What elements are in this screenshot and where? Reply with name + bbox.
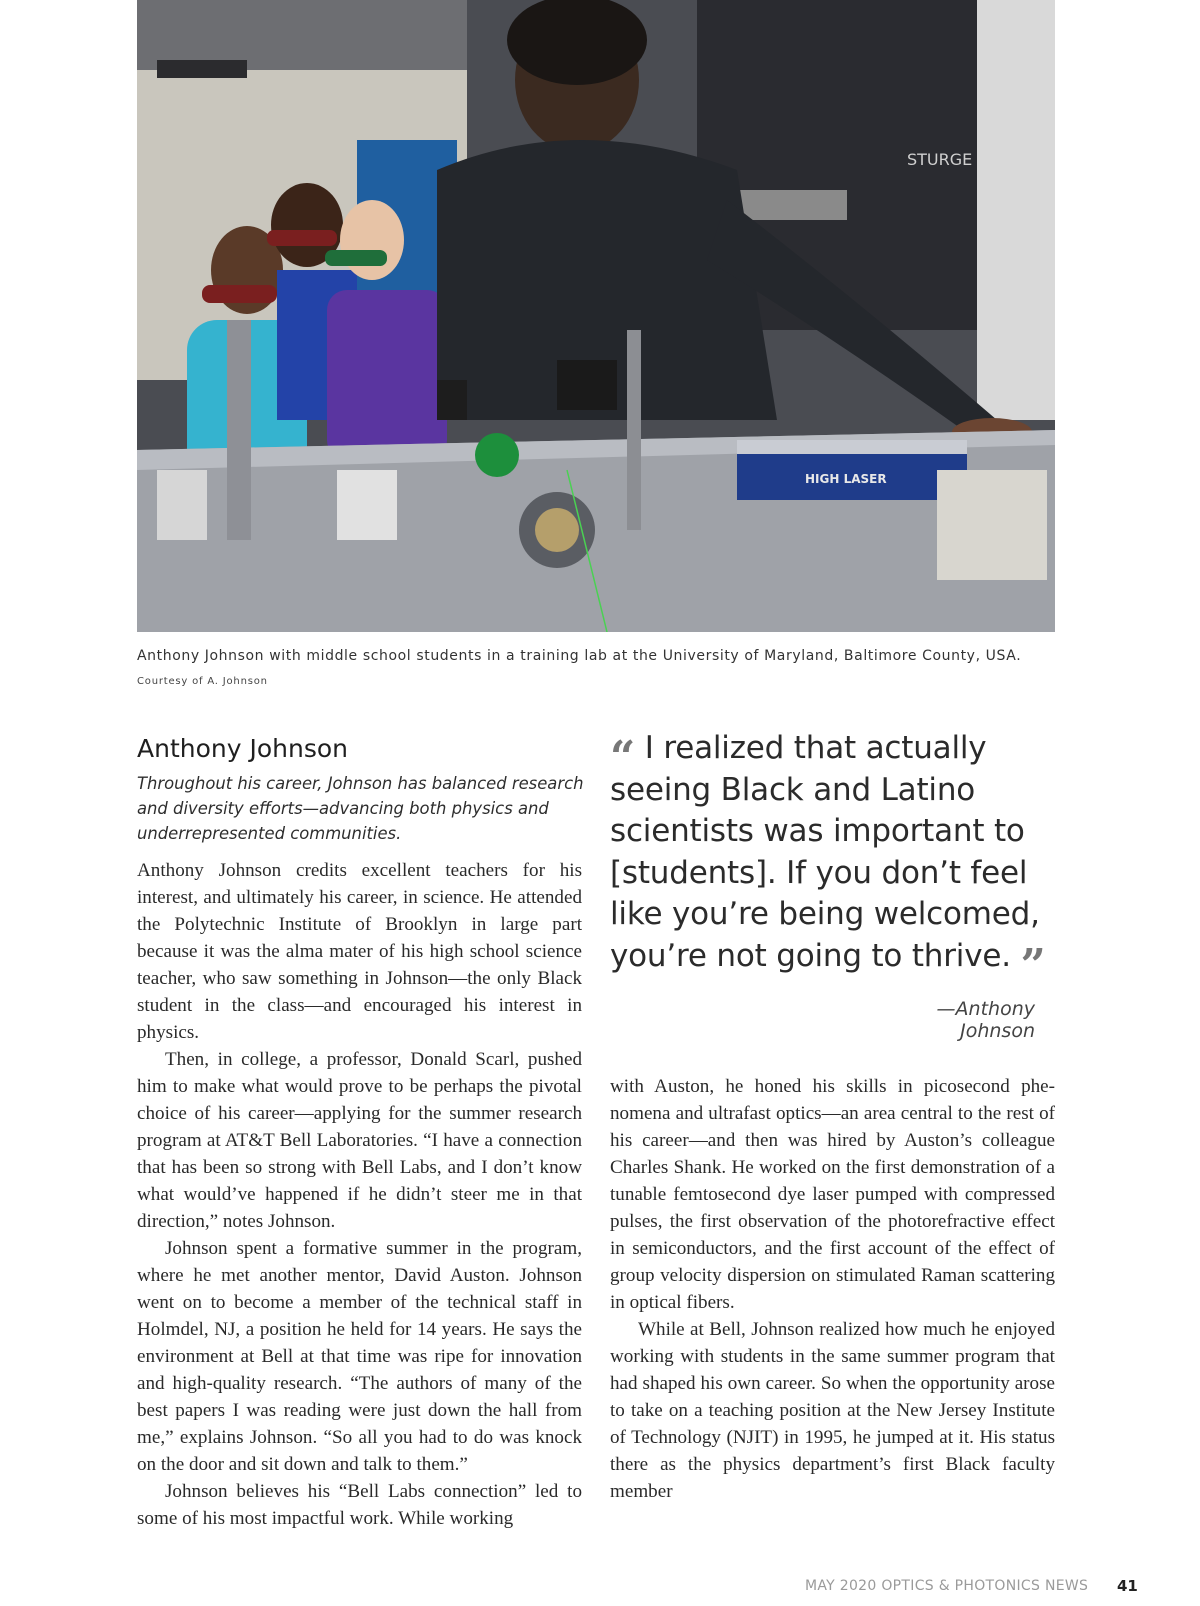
pull-quote-text: I realized that actually seeing Black and Latino scientists was important to [students]. If you don’t feel like you’re being welcomed, you’re not going to thrive. [610,730,1040,974]
lab-photo-illustration [137,0,1055,632]
profile-heading: Anthony Johnson [137,734,348,763]
body-paragraph: Then, in college, a professor, Donald Scarl, pushed him to make what would prove to be perhaps the pivotal choice of his career—applying for the summer research program at AT&T Bell Laboratories. “I have a connection that has been so strong with Bell Labs, and I don’t know what would’ve happened if he didn’t steer me in that direction,” notes Johnson. [137,1049,582,1232]
pull-quote-attribution: —Anthony Johnson [936,998,1035,1042]
body-paragraph: While at Bell, Johnson realized how much he enjoyed working with students in the same summer program that had shaped his own career. So when the opportunity arose to take on a teaching position at the New Jersey Institute of Technology (NJIT) in 1995, he jumped at it. His status there as the physics department’s first Black faculty member [610,1319,1055,1502]
close-quote-mark: ” [1020,939,1046,991]
body-paragraph: Johnson believes his “Bell Labs connection” led to some of his most impactful work. While working [137,1481,582,1529]
footer-issue: MAY 2020 OPTICS & PHOTONICS NEWS [805,1578,1089,1594]
body-paragraph: Johnson spent a formative summer in the program, where he met another mentor, David Auston. Johnson went on to become a member of the technical staff in Holmdel, NJ, a position he held for 14 years. He says the environment at Bell at that time was ripe for innovation and high-quality research. “The authors of many of the best papers I was reading were just down the hall from me,” explains Johnson. “So all you had to do was knock on the door and sit down and talk to them.” [137,1238,582,1475]
body-paragraph: Anthony Johnson credits excellent teachers for his interest, and ultimately his career, in science. He attended the Polytechnic Institute of Brooklyn in large part because it was the alma mater of his high school science teacher, who saw something in Johnson—the only Black student in the class—and encouraged his interest in physics. [137,860,582,1043]
body-paragraph: with Auston, he honed his skills in picosecond phenomena and ultrafast optics—an area central to the rest of his career—and then was hired by Auston’s colleague Charles Shank. He worked on the first demonstration of a tunable femtosecond dye laser pumped with compressed pulses, the first observation of the photorefractive effect in semiconductors, and the first account of the effect of group velocity dispersion on stimulated Raman scattering in optical fibers. [610,1076,1055,1313]
profile-deck: Throughout his career, Johnson has balanced research and diversity efforts—advancing both physics and underrepresented communities. [137,774,584,843]
photo-caption: Anthony Johnson with middle school students in a training lab at the University of Maryland, Baltimore County, USA. [137,648,1022,664]
lab-photo [137,0,1055,632]
open-quote-mark: “ [610,732,636,783]
rack-label: STURGE [907,150,973,169]
body-column-left [137,857,582,1532]
pull-quote [610,728,1060,991]
laser-panel-label: HIGH LASER [805,472,887,486]
page-number: 41 [1117,1577,1138,1595]
photo-credit: Courtesy of A. Johnson [137,676,268,687]
body-column-right [610,1073,1055,1505]
